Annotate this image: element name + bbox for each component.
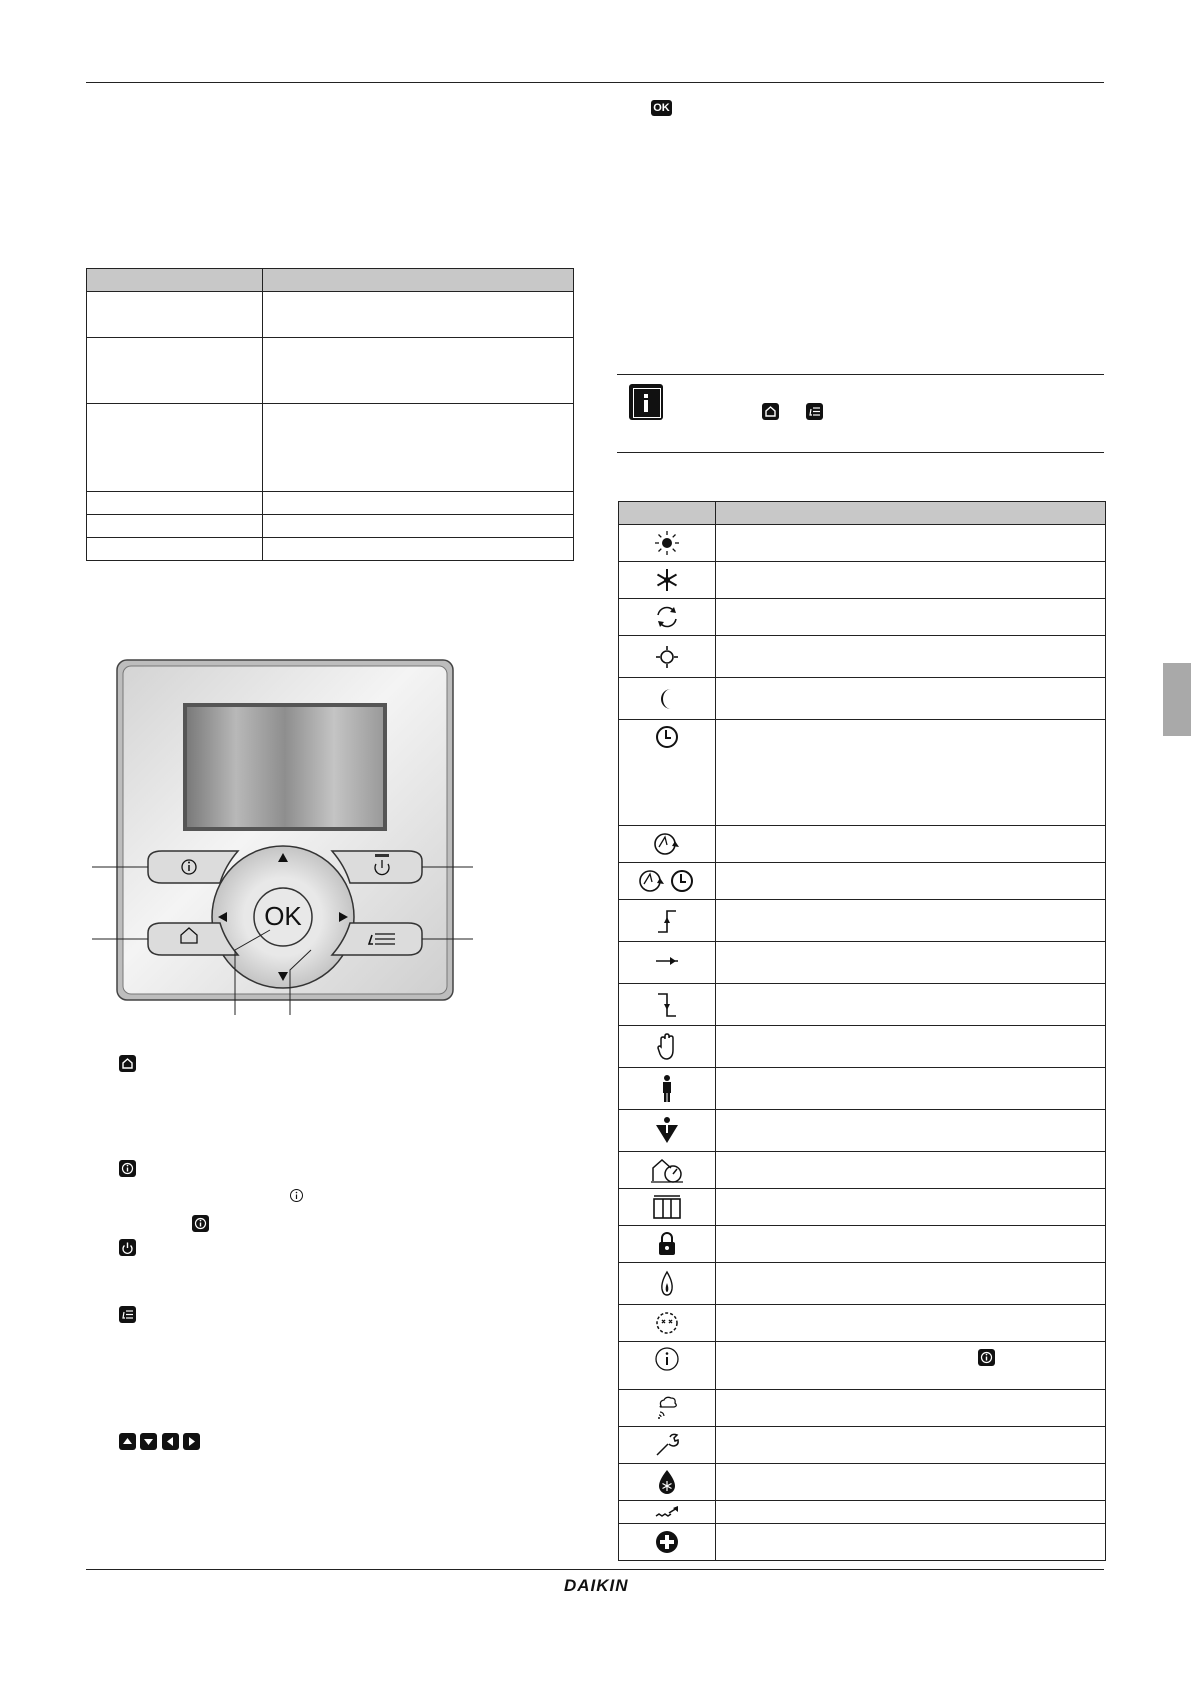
person-icon	[657, 1074, 677, 1104]
daytime-icon	[654, 644, 680, 670]
lock-icon	[656, 1231, 678, 1257]
info-icon	[654, 1346, 680, 1372]
note-info-icon	[629, 384, 663, 420]
chapter-tab	[1163, 663, 1191, 736]
table-row	[619, 1189, 1106, 1226]
table-row	[619, 1226, 1106, 1263]
table-row	[87, 538, 574, 561]
flame-icon	[657, 1269, 677, 1299]
step-down-icon	[654, 990, 680, 1020]
table-row	[619, 636, 1106, 678]
table-row	[619, 1501, 1106, 1524]
info-icon	[119, 1160, 136, 1177]
footer-rule	[86, 1569, 1104, 1570]
step-up-icon	[654, 906, 680, 936]
house-gauge-icon	[650, 1156, 684, 1184]
table-row	[87, 338, 574, 404]
table-row	[619, 863, 1106, 900]
table-row	[619, 984, 1106, 1026]
arrow-keys	[119, 1433, 200, 1451]
table-row	[619, 678, 1106, 720]
hand-icon	[654, 1032, 680, 1062]
arrow-right-icon	[183, 1433, 200, 1450]
table-row	[619, 1152, 1106, 1189]
table-row	[619, 525, 1106, 562]
error-face-icon	[653, 1309, 681, 1337]
info-outline-icon	[289, 1188, 304, 1203]
defrost-icon	[655, 1468, 679, 1496]
table-row	[619, 599, 1106, 636]
person-down-icon	[652, 1116, 682, 1146]
hot-water-schedule-icon	[638, 868, 696, 894]
ok-button[interactable]: OK	[264, 901, 302, 931]
left-table	[86, 268, 574, 561]
power-button[interactable]	[332, 851, 422, 883]
table-row	[619, 826, 1106, 863]
table-row	[619, 1068, 1106, 1110]
home-icon	[762, 403, 779, 420]
table-row	[619, 1342, 1106, 1390]
circulation-icon	[654, 604, 680, 630]
brand-logo: DAIKIN	[564, 1576, 629, 1595]
arrow-left-icon	[162, 1433, 179, 1450]
table-row	[619, 1524, 1106, 1561]
hot-water-icon	[653, 831, 681, 857]
table-row	[619, 562, 1106, 599]
wrench-icon	[653, 1431, 681, 1459]
table-row	[87, 404, 574, 492]
note-rule-top	[617, 374, 1104, 375]
info-button[interactable]	[148, 851, 238, 883]
arrow-up-icon	[119, 1433, 136, 1450]
plus-circle-icon	[654, 1529, 680, 1555]
table-row	[87, 492, 574, 515]
table-row	[87, 515, 574, 538]
controller-illustration	[70, 650, 490, 1030]
info-icon	[192, 1215, 209, 1232]
home-button[interactable]	[148, 923, 238, 955]
sun-icon	[654, 530, 680, 556]
table-row	[619, 1026, 1106, 1068]
menu-icon	[806, 403, 823, 420]
weather-icon	[653, 1394, 681, 1422]
arrow-right-icon	[654, 953, 680, 973]
arrow-down-icon	[140, 1433, 157, 1450]
table-row	[619, 1263, 1106, 1305]
moon-icon	[654, 686, 680, 712]
table-row	[619, 900, 1106, 942]
heater-icon	[654, 1505, 680, 1519]
table-row	[87, 292, 574, 338]
note-rule-bottom	[617, 452, 1104, 453]
table-row	[619, 942, 1106, 984]
table-row	[619, 1305, 1106, 1342]
table-row	[619, 1390, 1106, 1427]
info-icon	[978, 1349, 995, 1366]
power-icon	[119, 1239, 136, 1256]
table-header-row	[87, 269, 574, 292]
table-row	[619, 1427, 1106, 1464]
home-icon	[119, 1055, 136, 1072]
table-row	[619, 1464, 1106, 1501]
radiator-icon	[651, 1194, 683, 1220]
icons-table	[618, 501, 1106, 1561]
menu-icon	[119, 1306, 136, 1323]
header-rule	[86, 82, 1104, 83]
table-row	[619, 1110, 1106, 1152]
table-header-row	[619, 502, 1106, 525]
table-row	[619, 720, 1106, 826]
controller-drawing	[70, 650, 490, 1030]
ok-icon: OK	[651, 100, 672, 116]
clock-icon	[654, 724, 680, 750]
menu-button[interactable]	[332, 923, 422, 955]
snowflake-icon	[654, 567, 680, 593]
